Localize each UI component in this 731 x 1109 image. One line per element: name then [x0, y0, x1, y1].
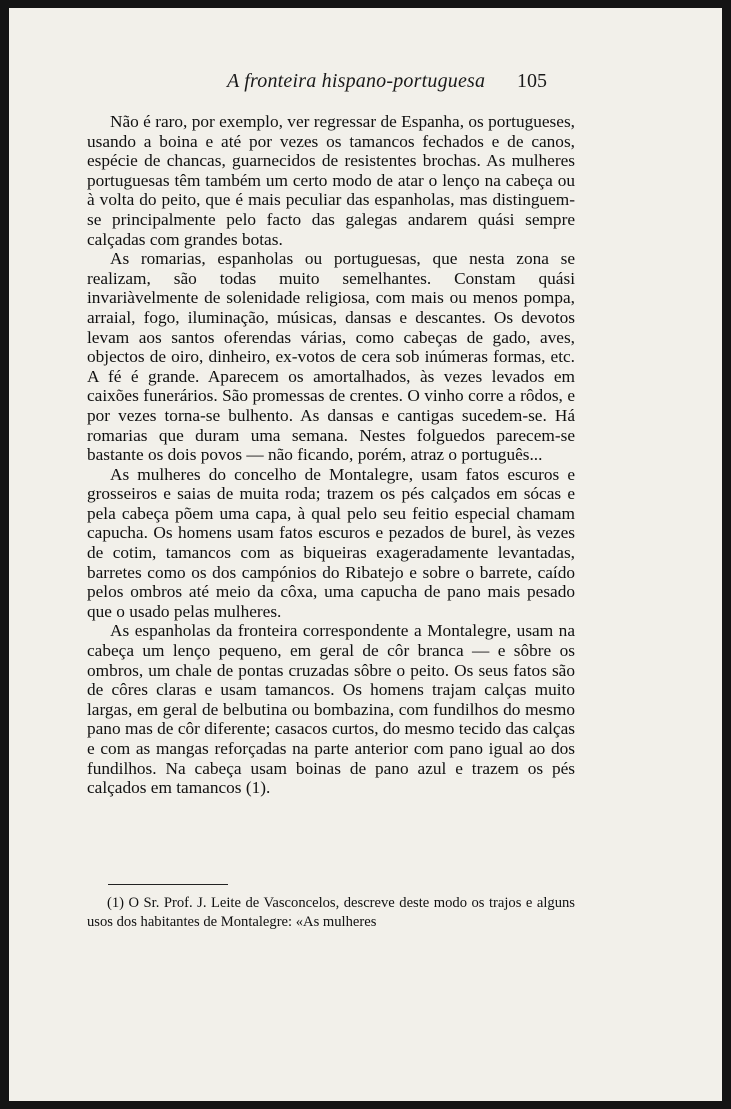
paragraph: Não é raro, por exemplo, ver regressar de Espanha, os portugueses, usando a boina e até por vezes os tamancos fechados e de canos, espécie de chancas, guarnecidos de resistentes brochas. As mulheres portuguesas têm também um certo modo de atar o lenço na cabeça ou à volta do peito, que é mais peculiar das espanholas, mas distinguem-se principalmente pelo facto das galegas andarem quási sempre calçadas com grandes botas. — [87, 112, 575, 249]
paragraph: As espanholas da fronteira correspondente a Montalegre, usam na cabeça um lenço pequeno, em geral de côr branca — e sôbre os ombros, um chale de pontas cruzadas sôbre o peito. Os seus fatos são de côres claras e usam tamancos. Os homens trajam calças muito largas, em geral de belbutina ou bombazina, com fundilhos do mesmo pano mas de côr diferente; casacos curtos, do mesmo tecido das calças e com as mangas reforçadas na parte anterior com pano igual ao dos fundilhos. Na cabeça usam boinas de pano azul e trazem os pés calçados em tamancos (1). — [87, 621, 575, 798]
running-title: A fronteira hispano-portuguesa — [227, 70, 486, 92]
page-header — [9, 68, 722, 98]
footnote-text: (1) O Sr. Prof. J. Leite de Vasconcelos, descreve deste modo os trajos e alguns usos dos habitantes de Montalegre: «As mulheres — [87, 895, 575, 930]
footnote-divider — [108, 884, 228, 885]
paragraph: As romarias, espanholas ou portuguesas, que nesta zona se realizam, são todas muito semelhantes. Constam quási invariàvelmente de solenidade religiosa, com mais ou menos pompa, arraial, fogo, iluminação, músicas, dansas e descantes. Os devotos levam aos santos oferendas várias, como cabeças de gado, aves, objectos de oiro, dinheiro, ex-votos de cera sob inúmeras formas, etc. A fé é grande. Aparecem os amortalhados, às vezes levados em caixões funerários. São promessas de crentes. O vinho corre a rôdos, e por vezes torna-se bulhento. As dansas e cantigas sucedem-se. Há romarias que duram uma semana. Nestes folguedos parecem-se bastante os dois povos — não ficando, porém, atraz o português... — [87, 249, 575, 465]
page-number: 105 — [517, 70, 547, 92]
footnote — [87, 894, 575, 932]
book-page — [9, 8, 722, 1101]
paragraph: As mulheres do concelho de Montalegre, usam fatos escuros e grosseiros e saias de muita roda; trazem os pés calçados em sócas e pela cabeça põem uma capa, à qual pelo seu feitio especial chamam capucha. Os homens usam fatos escuros e pezados de burel, às vezes de cotim, tamancos com as biqueiras exageradamente levantadas, barretes como os dos campónios do Ribatejo e sobre o barrete, caído pelos ombros até meio da côxa, uma capucha de pano mais pesado que o usado pelas mulheres. — [87, 464, 575, 621]
body-text — [87, 112, 575, 798]
